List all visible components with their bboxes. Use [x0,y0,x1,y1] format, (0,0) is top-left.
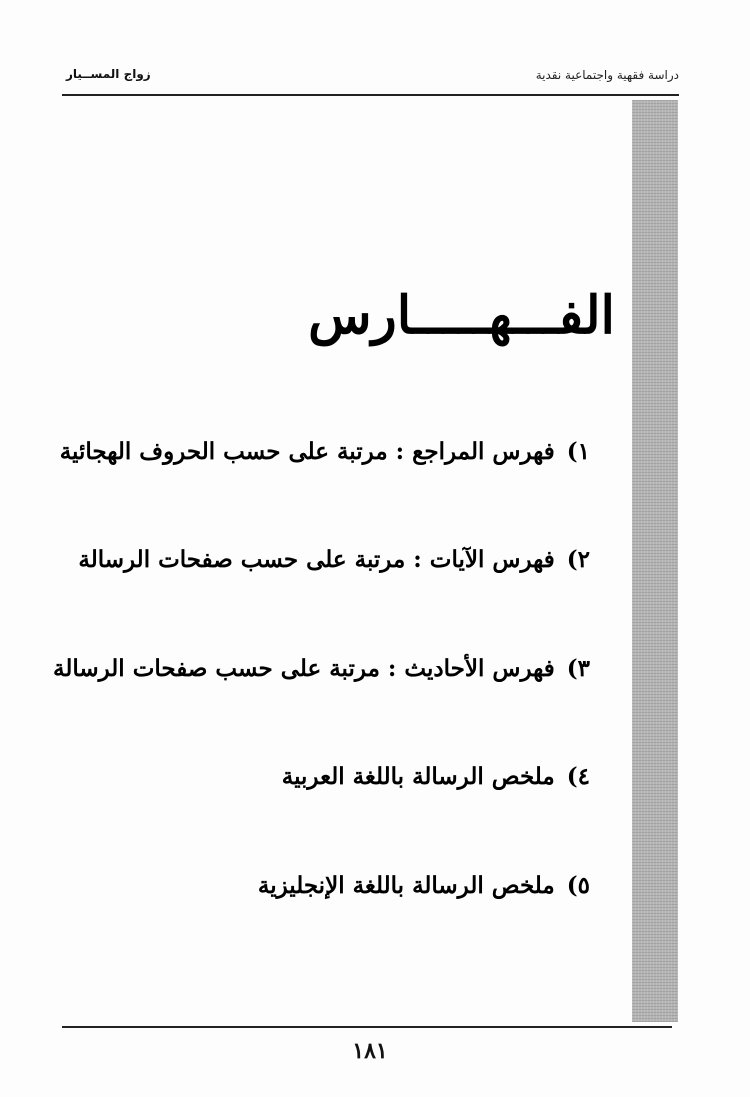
list-item [53,657,590,680]
side-shaded-band [632,100,678,1022]
list-item-text: فهرس الأحاديث : مرتبة على حسب صفحات الرسالة [52,655,555,682]
header-book-title: زواج المســيار [66,67,151,81]
list-item-number: ٥) [566,872,590,899]
page-number: ١٨١ [352,1038,388,1064]
list-item [78,548,590,571]
list-item-number: ٣) [566,655,590,682]
list-item-text: فهرس الآيات : مرتبة على حسب صفحات الرسالة [78,546,555,573]
list-item [282,765,590,788]
header-divider [62,94,679,96]
running-header [62,64,679,88]
footer-divider [62,1026,672,1028]
list-item-number: ٤) [566,763,590,790]
list-item [60,440,590,463]
page-title: الفـــهـــــارس [308,285,615,346]
header-book-subtitle: دراسة فقهية واجتماعية نقدية [535,68,679,82]
list-item [258,874,590,897]
list-item-text: فهرس المراجع : مرتبة على حسب الحروف الهجائية [59,438,555,465]
list-item-number: ١) [566,438,590,465]
list-item-number: ٢) [566,546,590,573]
list-item-text: ملخص الرسالة باللغة الإنجليزية [257,872,555,899]
list-item-text: ملخص الرسالة باللغة العربية [281,763,555,790]
